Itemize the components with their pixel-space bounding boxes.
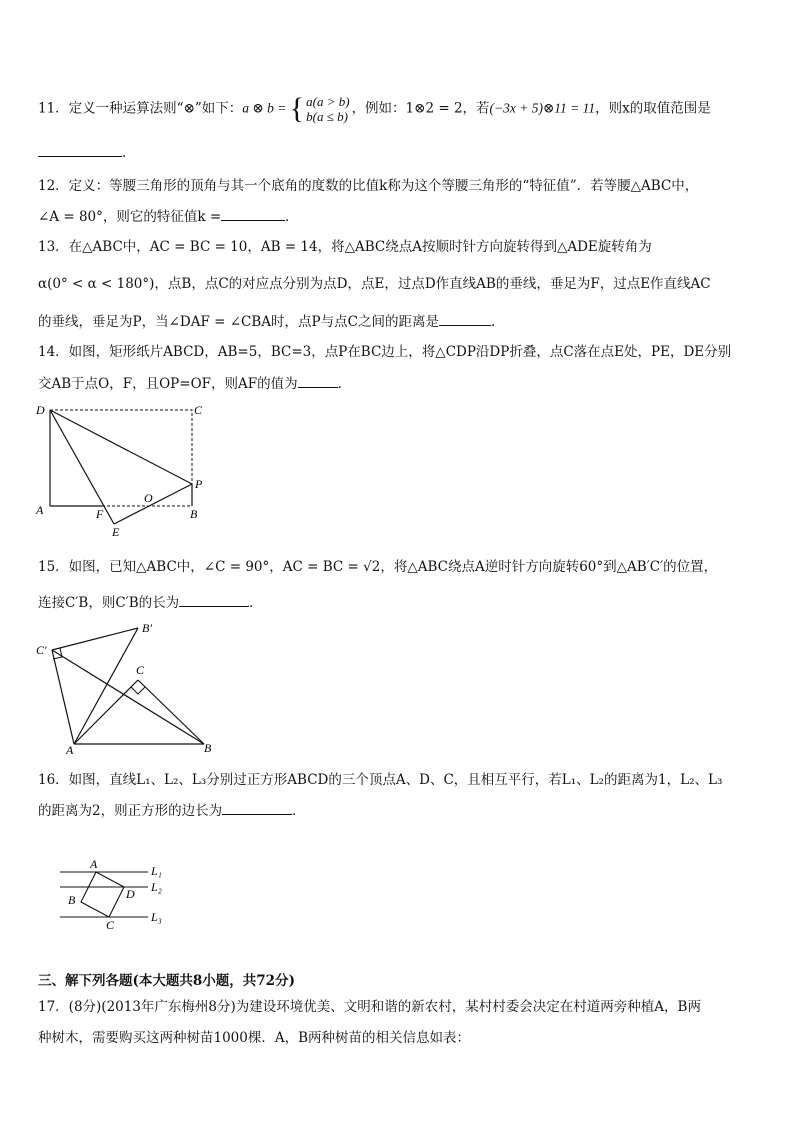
- label-E: E: [112, 525, 120, 538]
- label-C: C: [194, 403, 203, 417]
- label-L1: L₁: [151, 864, 162, 878]
- q14-line2: 交AB于点O，F，且OP=OF，则AF的值为 ．: [38, 373, 351, 394]
- label-L2: L₂: [151, 880, 162, 894]
- label-P: P: [195, 477, 203, 491]
- square-abcd: [81, 872, 124, 917]
- q16-line2: 的距离为2，则正方形的边长为 ．: [38, 800, 306, 821]
- label-A: A: [66, 743, 74, 757]
- label-Cprime: C′: [36, 643, 47, 657]
- piecewise: a(a > b) b(a ≤ b): [306, 94, 350, 124]
- label-L3: L₃: [151, 910, 162, 924]
- label-B: B: [68, 893, 76, 907]
- q14-answer-blank[interactable]: [298, 373, 338, 388]
- label-A: A: [90, 857, 98, 871]
- label-F: F: [96, 507, 104, 521]
- q11-answer-blank[interactable]: .: [38, 142, 126, 163]
- section-3-title: 三、解下列各题(本大题共8小题，共72分): [38, 973, 295, 989]
- q11-line1: 11．定义一种运算法则“⊗”如下：a ⊗ b = { a(a > b) b(a ≤ b) ，例如：1⊗2 = 2，若(−3x + 5)⊗11 = 11，则x的取值范围是: [38, 92, 711, 125]
- q13-answer-blank[interactable]: [439, 311, 491, 326]
- q17-line1: 17．(8分)(2013年广东梅州8分)为建设环境优美、文明和谐的新农村，某村村委会决定在村道两旁种植A，B两: [38, 999, 701, 1015]
- q15-figure: [30, 616, 230, 758]
- q15-line1: 15．如图，已知△ABC中，∠C = 90°，AC = BC = √2，将△ABC绕点A逆时针方向旋转60°到△AB′C′的位置，: [38, 559, 718, 575]
- label-D: D: [126, 887, 135, 901]
- q16-answer-blank[interactable]: [222, 800, 292, 815]
- q12-line1: 12．定义：等腰三角形的顶角与其一个底角的度数的比值k称为这个等腰三角形的“特征值”．若等腰△ABC中，: [38, 178, 699, 194]
- label-C: C: [106, 918, 115, 932]
- q12-line2: ∠A = 80°，则它的特征值k = ．: [38, 206, 299, 227]
- label-D: D: [36, 403, 45, 417]
- q15-answer-blank[interactable]: [179, 592, 249, 607]
- q14-figure: [30, 398, 220, 538]
- rect-dashed: [50, 410, 192, 506]
- brace: {: [289, 92, 305, 125]
- label-B: B: [204, 741, 212, 755]
- label-C: C: [136, 663, 145, 677]
- q13-line2: α(0° < α < 180°)，点B，点C的对应点分别为点D，点E，过点D作直线AB的垂线，垂足为F，过点E作直线AC: [38, 276, 711, 292]
- segment-cpb: [52, 650, 204, 744]
- q14-line1: 14．如图，矩形纸片ABCD，AB=5，BC=3，点P在BC边上，将△CDP沿DP折叠，点C落在点E处，PE，DE分别: [38, 344, 732, 360]
- q13-line3: 的垂线，垂足为P，当∠DAF = ∠CBA时，点P与点C之间的距离是 .: [38, 311, 495, 332]
- q17-line2: 种树木，需要购买这两种树苗1000棵．A，B两种树苗的相关信息如表：: [38, 1030, 471, 1046]
- label-B: B: [190, 507, 198, 521]
- q15-line2: 连接C′B，则C′B的长为 ．: [38, 592, 263, 613]
- q12-answer-blank[interactable]: [221, 206, 285, 221]
- q16-line1: 16．如图，直线L₁、L₂、L₃分别过正方形ABCD的三个顶点A、D、C，且相互平行，若L₁、L₂的距离为1，L₂、L₃: [38, 772, 723, 788]
- label-A: A: [36, 503, 44, 517]
- q13-line1: 13．在△ABC中，AC = BC = 10，AB = 14，将△ABC绕点A按顺时针方向旋转得到△ADE旋转角为: [38, 239, 652, 255]
- label-O: O: [144, 491, 153, 505]
- q16-figure: [50, 856, 180, 936]
- label-Bprime: B′: [142, 621, 152, 635]
